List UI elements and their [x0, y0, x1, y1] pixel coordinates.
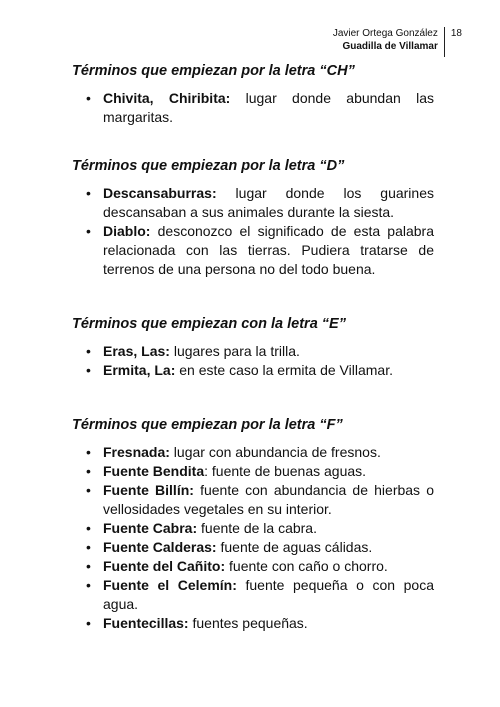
term-name: Eras, Las:: [103, 343, 170, 359]
term-name: Fuente Calderas:: [103, 539, 217, 555]
term-name: Chivita, Chiribita:: [103, 90, 231, 106]
term-list: [72, 184, 434, 279]
header-place: Guadilla de Villamar: [342, 41, 438, 52]
header-text-block: [333, 27, 445, 57]
list-item: [72, 481, 434, 519]
list-item: [72, 614, 434, 633]
term-definition: fuente de aguas cálidas.: [216, 539, 373, 555]
section-title: Términos que empiezan por la letra “CH”: [72, 63, 355, 79]
list-item: [72, 361, 434, 380]
term-definition: : fuente de buenas aguas.: [204, 463, 367, 479]
section-e: [72, 315, 434, 380]
term-name: Fresnada:: [103, 444, 170, 460]
list-item: [72, 89, 434, 127]
term-list: [72, 89, 434, 127]
list-item: [72, 538, 434, 557]
list-item: [72, 342, 434, 361]
section-f: [72, 416, 434, 633]
term-definition: lugar con abundancia de fresnos.: [169, 444, 381, 460]
term-name: Fuentecillas:: [103, 615, 189, 631]
list-item: [72, 557, 434, 576]
section-title: Términos que empiezan con la letra “E”: [72, 316, 346, 332]
term-definition: fuente con abundancia de hierbas o vellosidades vegetales en su interior.: [103, 482, 434, 517]
term-name: Fuente Cabra:: [103, 520, 198, 536]
page-header: [333, 27, 462, 57]
list-item: [72, 519, 434, 538]
term-definition: fuente con caño o chorro.: [225, 558, 388, 574]
term-definition: en este caso la ermita de Villamar.: [175, 362, 393, 378]
list-item: [72, 576, 434, 614]
term-name: Ermita, La:: [103, 362, 176, 378]
term-definition: lugar donde los guarines descansaban a sus animales durante la siesta.: [103, 185, 434, 220]
term-name: Diablo:: [103, 223, 151, 239]
term-definition: fuente de la cabra.: [197, 520, 317, 536]
list-item: [72, 184, 434, 222]
term-name: Fuente Billín:: [103, 482, 194, 498]
section-title: Términos que empiezan por la letra “D”: [72, 158, 345, 174]
list-item: [72, 462, 434, 481]
section-d: [72, 157, 434, 279]
term-name: Fuente el Celemín:: [103, 577, 237, 593]
term-definition: fuente pequeña o con poca agua.: [103, 577, 435, 612]
term-list: [72, 342, 434, 380]
term-name: Fuente Bendita: [103, 463, 205, 479]
term-definition: desconozco el significado de esta palabra relacionada con las tierras. Pudiera tratarse de terrenos de una persona no del todo buena.: [103, 223, 434, 277]
term-name: Descansaburras:: [103, 185, 217, 201]
term-definition: lugar donde abundan las margaritas.: [103, 90, 434, 125]
term-list: [72, 443, 434, 633]
header-author: Javier Ortega González: [332, 28, 438, 39]
section-title: Términos que empiezan por la letra “F”: [72, 417, 343, 433]
page-number: 18: [450, 28, 462, 39]
section-ch: [72, 62, 434, 127]
term-definition: lugares para la trilla.: [169, 343, 300, 359]
page-content: [72, 62, 434, 633]
list-item: [72, 222, 434, 279]
term-name: Fuente del Cañito:: [103, 558, 226, 574]
term-definition: fuentes pequeñas.: [188, 615, 308, 631]
list-item: [72, 443, 434, 462]
